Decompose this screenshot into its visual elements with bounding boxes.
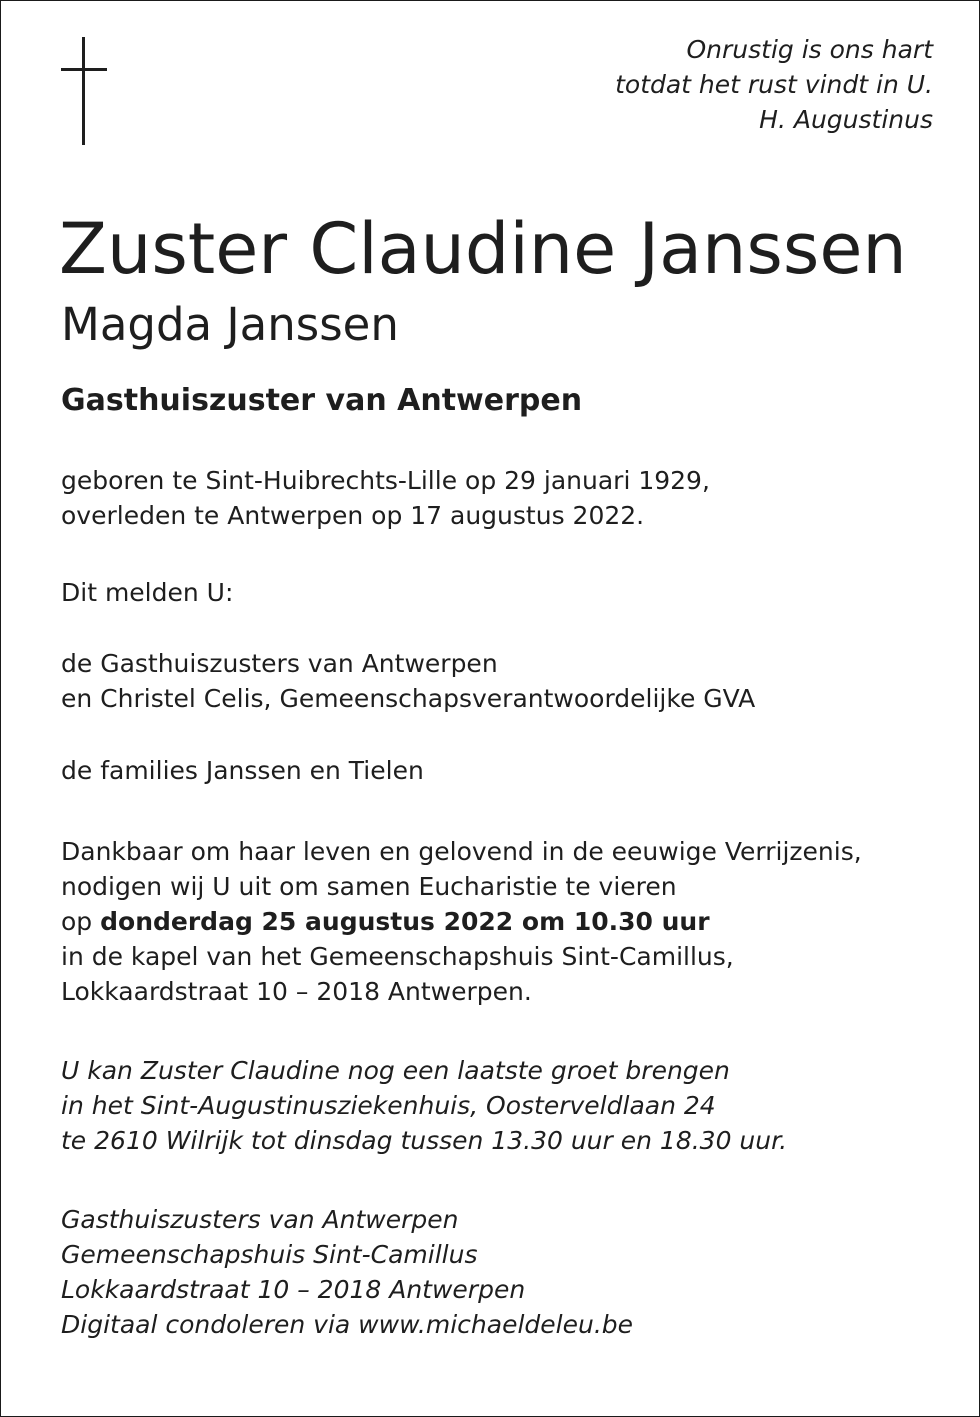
cross-vertical-bar — [82, 37, 85, 145]
service-line-3 — [61, 904, 862, 939]
contact-line-3: Lokkaardstraat 10 – 2018 Antwerpen — [61, 1275, 526, 1304]
cross-horizontal-bar — [61, 68, 107, 71]
service-datetime: donderdag 25 augustus 2022 om 10.30 uur — [100, 907, 710, 936]
birth-line: geboren te Sint-Huibrechts-Lille op 29 januari 1929, — [61, 466, 710, 495]
contact-line-2: Gemeenschapshuis Sint-Camillus — [61, 1240, 478, 1269]
quote-line-1: Onrustig is ons hart — [686, 35, 933, 64]
visitation-line-2: in het Sint-Augustinusziekenhuis, Oosterveldlaan 24 — [61, 1091, 716, 1120]
service-line-1: Dankbaar om haar leven en gelovend in de eeuwige Verrijzenis, — [61, 837, 862, 866]
quote-author: H. Augustinus — [759, 105, 933, 134]
deceased-religious-name: Zuster Claudine Janssen — [59, 208, 907, 290]
visitation-details — [61, 1053, 787, 1158]
deceased-civil-name: Magda Janssen — [61, 298, 399, 351]
announcer-line-2: en Christel Celis, Gemeenschapsverantwoordelijke GVA — [61, 684, 756, 713]
condolence-link[interactable]: Digitaal condoleren via www.michaeldeleu.be — [61, 1310, 634, 1339]
announcement-intro — [61, 575, 233, 610]
announcer-line-1: de Gasthuiszusters van Antwerpen — [61, 649, 498, 678]
announcers-group-1 — [61, 646, 755, 716]
families-line: de families Janssen en Tielen — [61, 756, 424, 785]
intro-line: Dit melden U: — [61, 578, 234, 607]
life-dates — [61, 463, 710, 533]
contact-line-1: Gasthuiszusters van Antwerpen — [61, 1205, 459, 1234]
service-line-4: in de kapel van het Gemeenschapshuis Sint-Camillus, — [61, 942, 734, 971]
announcers-group-2 — [61, 753, 424, 788]
death-line: overleden te Antwerpen op 17 augustus 2022. — [61, 501, 645, 530]
visitation-line-1: U kan Zuster Claudine nog een laatste groet brengen — [61, 1056, 730, 1085]
service-line-5: Lokkaardstraat 10 – 2018 Antwerpen. — [61, 977, 532, 1006]
contact-address — [61, 1202, 633, 1342]
religious-order: Gasthuiszuster van Antwerpen — [61, 383, 583, 418]
service-details — [61, 834, 862, 1009]
cross-icon — [61, 37, 107, 145]
service-line-2: nodigen wij U uit om samen Eucharistie te vieren — [61, 872, 677, 901]
quote — [615, 32, 933, 137]
service-date-prefix: op — [61, 907, 101, 936]
visitation-line-3: te 2610 Wilrijk tot dinsdag tussen 13.30 uur en 18.30 uur. — [61, 1126, 788, 1155]
quote-line-2: totdat het rust vindt in U. — [615, 70, 933, 99]
